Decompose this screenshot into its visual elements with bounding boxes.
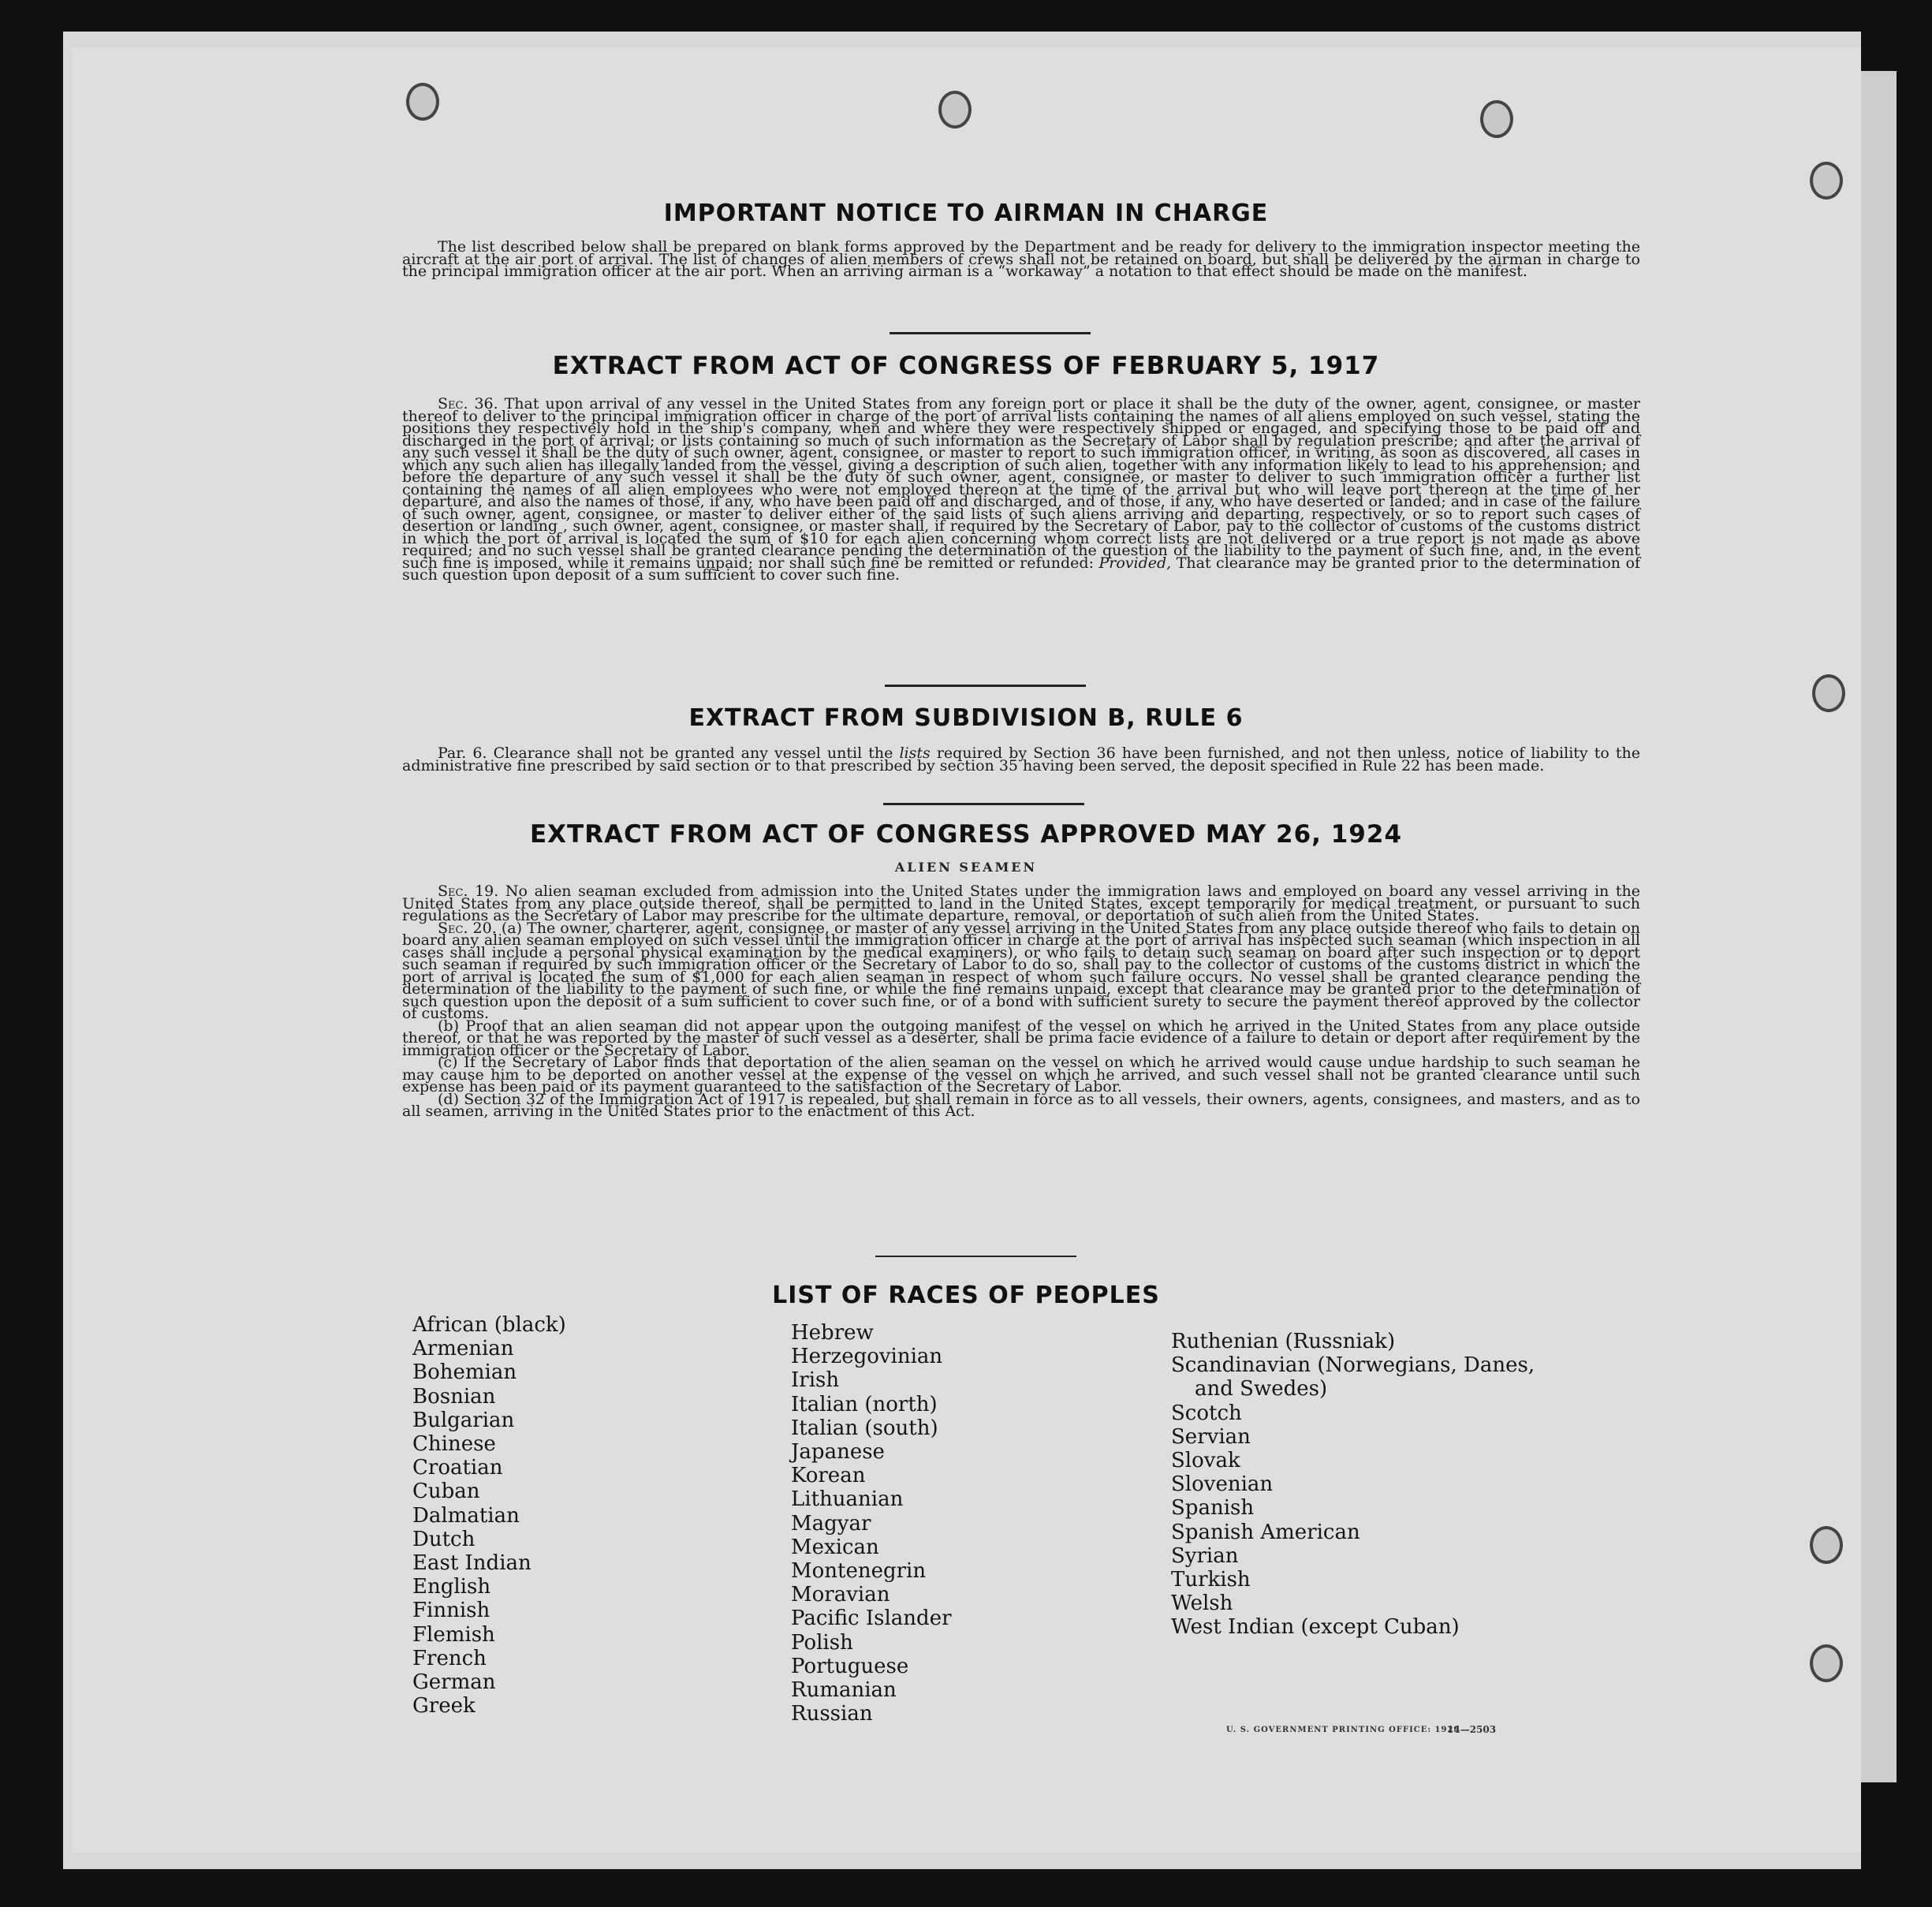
section-36-paragraph [402,395,1640,584]
race-item: Armenian [412,1337,514,1361]
act-1917-title: EXTRACT FROM ACT OF CONGRESS OF FEBRUARY 5, 1917 [552,352,1380,380]
race-item: Bohemian [412,1360,517,1385]
race-item: English [412,1575,491,1599]
race-item: French [412,1646,487,1670]
race-item: Cuban [412,1480,480,1504]
form-number: 14—2503 [1447,1724,1497,1735]
notice-title: IMPORTANT NOTICE TO AIRMAN IN CHARGE [663,200,1269,227]
race-item: Scotch [1171,1401,1242,1425]
rule-6-text-end: required by Section 36 have been furnished, and not then unless, notice of liability to the administrative fine prescribed by said section or to that prescribed by section 35 having been served, the deposit specified in Rule 22 has been made. [402,745,1640,774]
notice-paragraph: The list described below shall be prepared on blank forms approved by the Department and be ready for delivery to the immigration inspector meeting the aircraft at the air port of arrival. The list of changes of alien members of crews shall not be retained on board, but shall be delivered by the airman in charge to the principal immigration officer at the air port. When an arriving airman is a “workaway” a notation to that effect should be made on the manifest. [402,238,1640,280]
race-item: Irish [791,1368,840,1393]
race-item: Moravian [791,1583,890,1607]
section-20d-paragraph: (d) Section 32 of the Immigration Act of 1917 is repealed, but shall remain in force as to all vessels, their owners, agents, consignees, and masters, and as to all seamen, arriving in the United States prior to the enactment of this Act. [402,1090,1640,1120]
section-20b-paragraph: (b) Proof that an alien seaman did not appear upon the outgoing manifest of the vessel on which he arrived in the United States from any place outside thereof, or that he was reported by the master of such vessel as a deserter, shall be prima facie evidence of a failure to detain or deport after requirement by the immigration officer or the Secretary of Labor. [402,1017,1640,1059]
punch-hole-icon [938,91,972,129]
rule-6-body [402,745,1640,774]
races-column-3 [1171,1330,1535,1640]
section-20a-text: (a) The owner, charterer, agent, consignee, or master of any vessel arriving in the United States from any place outside thereof who fails to detain on board any alien seaman employed on such vessel until the immigration officer in charge at the port of arrival has inspected such seaman (which inspection in all cases shall include a personal physical examination by the medical examiners), or who fails to detain such seaman on board after such inspection or to deport such seaman if required by such immigration officer or the Secretary of Labor to do so, shall pay to the collector of customs of the customs district in which the port of arrival is located the sum of $1,000 for each alien seaman in respect of whom such failure occurs. No vessel shall be granted clearance pending the determination of the liability to the payment of such fine, or while the fine remains unpaid, except that clearance may be granted prior to the determination of such question upon the deposit of a sum sufficient to cover such fine, or of a bond with sufficient surety to secure the payment thereof approved by the collector of customs. [402,919,1641,1022]
race-item: Polish [791,1630,853,1655]
race-item: Flemish [412,1622,495,1647]
lists-label: lists [899,745,931,762]
races-title: LIST OF RACES OF PEOPLES [772,1282,1160,1309]
race-item: Welsh [1171,1592,1233,1616]
race-item: Bosnian [412,1384,496,1409]
race-item: Magyar [791,1511,871,1536]
notice-body [402,238,1640,280]
punch-hole-icon [1810,162,1843,200]
act-1924-subtitle: ALIEN SEAMEN [894,860,1038,875]
section-divider [875,1256,1076,1257]
section-19-paragraph [402,883,1641,924]
race-item: Spanish American [1171,1520,1360,1544]
section-label: Sec. 20. [438,919,497,937]
race-item: Portuguese [791,1654,909,1678]
act-1924-title: EXTRACT FROM ACT OF CONGRESS APPROVED MAY 26, 1924 [529,820,1403,849]
race-item: German [412,1670,496,1695]
race-item: Pacific Islander [791,1607,952,1631]
race-item: Dutch [412,1527,476,1551]
section-label: Sec. 19. [438,883,499,900]
section-36-text-end: That clearance may be granted prior to the determination of such question upon deposit of a sum sufficient to cover such fine. [402,554,1640,584]
printer-imprint: U. S. GOVERNMENT PRINTING OFFICE: 1929 [1226,1726,1460,1734]
race-item: Bulgarian [412,1408,515,1432]
provided-label: Provided, [1098,554,1172,572]
race-item: Korean [791,1464,866,1488]
race-item: Italian (north) [791,1392,938,1416]
race-item: and Swedes) [1195,1377,1328,1401]
race-item: Turkish [1171,1568,1251,1592]
section-divider [883,803,1084,805]
race-item: Scandinavian (Norwegians, Danes, [1171,1353,1535,1378]
rule-6-text: Par. 6. Clearance shall not be granted any vessel until the [438,745,893,762]
section-divider [885,685,1086,687]
race-item: Syrian [1171,1543,1239,1568]
race-item: Mexican [791,1535,879,1559]
race-item: Spanish [1171,1496,1255,1521]
race-item: Hebrew [791,1321,874,1345]
race-item: Finnish [412,1599,490,1623]
race-item: Herzegovinian [791,1345,943,1369]
rule-6-title: EXTRACT FROM SUBDIVISION B, RULE 6 [688,704,1244,732]
document-page [71,47,1861,1853]
section-label: Sec. 36. [438,395,498,412]
race-item: Croatian [412,1456,503,1480]
rule-6-paragraph [402,745,1640,774]
race-item: Ruthenian (Russniak) [1171,1330,1396,1353]
race-item: Rumanian [791,1678,897,1703]
section-19-text: No alien seaman excluded from admission into the United States under the immigration laws and employed on board any vessel arriving in the United States from any place outside thereof, shall be permitted to land in the United States, except temporarily for medical treatment, or pursuant to such regulations as the Secretary of Labor may prescribe for the ultimate departure, removal, or deportation of such alien from the United States. [402,883,1641,924]
race-item: East Indian [412,1551,531,1576]
race-item: Japanese [791,1440,885,1465]
race-item: Lithuanian [791,1487,904,1512]
section-20c-paragraph: (c) If the Secretary of Labor finds that deportation of the alien seaman on the vessel on which he arrived would cause undue hardship to such seaman he may cause him to be deported on another vessel at the expense of the vessel on which he arrived, and such vessel shall not be granted clearance until such expense has been paid or its payment guaranteed to the satisfaction of the Secretary of Labor. [402,1054,1640,1095]
punch-hole-icon [1810,1526,1843,1564]
act-1924-body [402,883,1641,1120]
act-1917-body [402,395,1640,584]
section-20a-paragraph [402,919,1641,1022]
race-item: Greek [412,1694,476,1719]
race-item: Chinese [412,1432,496,1457]
race-item: Russian [791,1702,873,1726]
race-item: Slovenian [1171,1472,1274,1497]
section-36-text: That upon arrival of any vessel in the United States from any foreign port or place it shall be the duty of the owner, agent, consignee, or master thereof to deliver to the principal immigration officer in charge of the port of arrival lists containing the names of all aliens employed on such vessel, stating the positions they respectively hold in the ship's company, when and where they were respectively shipped or engaged, and specifying those to be paid off and discharged in the port of arrival; or lists containing so much of such information as the Secretary of Labor shall by regulation prescribe; and after the arrival of any such vessel it shall be the duty of such owner, agent, consignee, or master to report to such immigration officer, in writing, as soon as discovered, all cases in which any such alien has illegally landed from the vessel, giving a description of such alien, together with any information likely to lead to his apprehension; and before the departure of any such vessel it shall be the duty of such owner, agent, consignee, or master to deliver to such immigration officer a further list containing the names of all alien employees who were not employed thereon at the time of the arrival but who will leave port thereon at the time of her departure, and also the names of those, if any, who have been paid off and discharged, and of those, if any, who have deserted or landed; and in case of the failure of such owner, agent, consignee, or master to deliver either of the said lists of such aliens arriving and departing, respectively, or so to report such cases of desertion or landing , such owner, agent, consignee, or master shall, if required by the Secretary of Labor, pay to the collector of customs of the customs district in which the port of arrival is located the sum of $10 for each alien concerning whom correct lists are not delivered or a true report is not made as above required; and no such vessel shall be granted clearance pending the determination of the question of the liability to the payment of such fine, and, in the event such fine is imposed, while it remains unpaid; nor shall such fine be remitted or refunded: [402,395,1640,572]
races-column-2 [791,1321,952,1726]
races-column-1 [412,1313,566,1718]
race-item: West Indian (except Cuban) [1171,1615,1460,1640]
race-item: Montenegrin [791,1559,927,1584]
race-item: Servian [1171,1424,1251,1449]
punch-hole-icon [406,83,439,121]
race-item: Slovak [1171,1449,1240,1473]
punch-hole-icon [1480,100,1513,138]
section-divider [890,332,1091,334]
race-item: African (black) [412,1313,566,1337]
race-item: Italian (south) [791,1416,938,1440]
race-item: Dalmatian [412,1503,520,1528]
punch-hole-icon [1810,1644,1843,1682]
